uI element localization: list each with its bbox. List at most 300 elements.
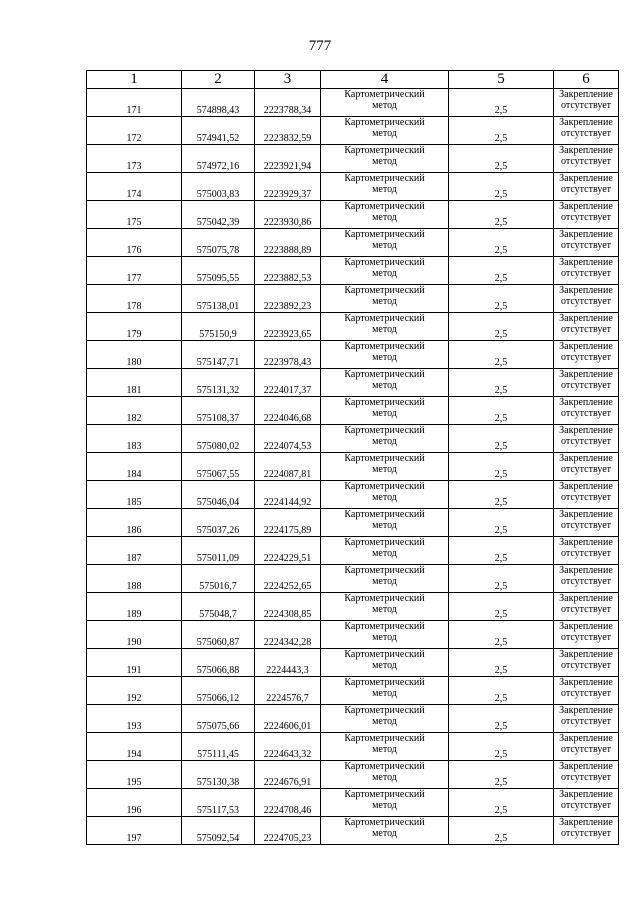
- fixing-cell-line: Закрепление: [559, 285, 613, 296]
- x-coordinate-cell: 574972,16: [182, 145, 255, 173]
- x-coordinate-cell: 575108,37: [182, 397, 255, 425]
- error-cell: 2,5: [449, 201, 554, 229]
- point-number-cell: 195: [87, 761, 182, 789]
- point-number-cell: 191: [87, 649, 182, 677]
- fixing-cell-line: отсутствует: [560, 828, 612, 839]
- x-coordinate-cell: 575067,55: [182, 453, 255, 481]
- fixing-cell: [554, 705, 619, 733]
- method-cell-line: Картометрический: [344, 537, 425, 548]
- error-cell: 2,5: [449, 761, 554, 789]
- method-cell: [321, 733, 449, 761]
- y-coordinate-cell: 2224144,92: [255, 481, 321, 509]
- fixing-cell: [554, 789, 619, 817]
- method-cell-line: метод: [372, 184, 397, 195]
- method-cell-line: метод: [372, 688, 397, 699]
- error-cell: 2,5: [449, 565, 554, 593]
- method-cell-line: Картометрический: [344, 733, 425, 744]
- fixing-cell: [554, 257, 619, 285]
- method-cell: [321, 257, 449, 285]
- fixing-cell-line: отсутствует: [560, 352, 612, 363]
- y-coordinate-cell: 2224443,3: [255, 649, 321, 677]
- fixing-cell-line: Закрепление: [559, 397, 613, 408]
- y-coordinate-cell: 2223882,53: [255, 257, 321, 285]
- method-cell-line: Картометрический: [344, 369, 425, 380]
- method-cell-line: Картометрический: [344, 341, 425, 352]
- table-row: [87, 369, 619, 397]
- method-cell: [321, 285, 449, 313]
- y-coordinate-cell: 2223832,59: [255, 117, 321, 145]
- fixing-cell-line: Закрепление: [559, 649, 613, 660]
- header-cell-5: 5: [449, 71, 554, 89]
- x-coordinate-cell: 575048,7: [182, 593, 255, 621]
- fixing-cell-line: отсутствует: [560, 240, 612, 251]
- fixing-cell: [554, 537, 619, 565]
- x-coordinate-cell: 575111,45: [182, 733, 255, 761]
- fixing-cell-line: Закрепление: [559, 705, 613, 716]
- fixing-cell-line: Закрепление: [559, 201, 613, 212]
- fixing-cell-line: отсутствует: [560, 128, 612, 139]
- method-cell-line: Картометрический: [344, 397, 425, 408]
- x-coordinate-cell: 575131,32: [182, 369, 255, 397]
- method-cell: [321, 117, 449, 145]
- y-coordinate-cell: 2224342,28: [255, 621, 321, 649]
- fixing-cell-line: Закрепление: [559, 621, 613, 632]
- fixing-cell: [554, 369, 619, 397]
- method-cell: [321, 425, 449, 453]
- table-row: [87, 649, 619, 677]
- point-number-cell: 178: [87, 285, 182, 313]
- method-cell: [321, 537, 449, 565]
- method-cell-line: метод: [372, 100, 397, 111]
- method-cell-line: метод: [372, 800, 397, 811]
- method-cell-line: Картометрический: [344, 677, 425, 688]
- method-cell: [321, 649, 449, 677]
- method-cell-line: Картометрический: [344, 257, 425, 268]
- method-cell: [321, 621, 449, 649]
- error-cell: 2,5: [449, 649, 554, 677]
- x-coordinate-cell: 574898,43: [182, 89, 255, 117]
- method-cell: [321, 761, 449, 789]
- fixing-cell-line: отсутствует: [560, 100, 612, 111]
- method-cell-line: метод: [372, 548, 397, 559]
- y-coordinate-cell: 2223930,86: [255, 201, 321, 229]
- table-row: [87, 341, 619, 369]
- fixing-cell-line: Закрепление: [559, 817, 613, 828]
- x-coordinate-cell: 575060,87: [182, 621, 255, 649]
- table-row: [87, 817, 619, 845]
- point-number-cell: 189: [87, 593, 182, 621]
- table-row: [87, 733, 619, 761]
- x-coordinate-cell: 575075,66: [182, 705, 255, 733]
- point-number-cell: 184: [87, 453, 182, 481]
- point-number-cell: 183: [87, 425, 182, 453]
- fixing-cell: [554, 509, 619, 537]
- error-cell: 2,5: [449, 341, 554, 369]
- x-coordinate-cell: 575117,53: [182, 789, 255, 817]
- fixing-cell-line: Закрепление: [559, 509, 613, 520]
- x-coordinate-cell: 575037,26: [182, 509, 255, 537]
- error-cell: 2,5: [449, 397, 554, 425]
- method-cell-line: метод: [372, 576, 397, 587]
- table-row: [87, 397, 619, 425]
- method-cell-line: Картометрический: [344, 649, 425, 660]
- method-cell-line: Картометрический: [344, 145, 425, 156]
- fixing-cell: [554, 761, 619, 789]
- point-number-cell: 188: [87, 565, 182, 593]
- table-header: [87, 71, 619, 89]
- fixing-cell: [554, 89, 619, 117]
- method-cell: [321, 789, 449, 817]
- point-number-cell: 176: [87, 229, 182, 257]
- y-coordinate-cell: 2224175,89: [255, 509, 321, 537]
- method-cell: [321, 705, 449, 733]
- method-cell: [321, 341, 449, 369]
- fixing-cell-line: Закрепление: [559, 761, 613, 772]
- method-cell: [321, 481, 449, 509]
- error-cell: 2,5: [449, 705, 554, 733]
- method-cell-line: Картометрический: [344, 621, 425, 632]
- method-cell-line: Картометрический: [344, 229, 425, 240]
- table-row: [87, 705, 619, 733]
- fixing-cell-line: отсутствует: [560, 716, 612, 727]
- header-row: [87, 71, 619, 89]
- fixing-cell-line: Закрепление: [559, 173, 613, 184]
- table-row: [87, 117, 619, 145]
- method-cell-line: метод: [372, 716, 397, 727]
- header-cell-1: 1: [87, 71, 182, 89]
- error-cell: 2,5: [449, 677, 554, 705]
- y-coordinate-cell: 2224676,91: [255, 761, 321, 789]
- method-cell: [321, 89, 449, 117]
- y-coordinate-cell: 2224606,01: [255, 705, 321, 733]
- fixing-cell-line: Закрепление: [559, 89, 613, 100]
- method-cell-line: Картометрический: [344, 89, 425, 100]
- table-row: [87, 481, 619, 509]
- method-cell-line: Картометрический: [344, 509, 425, 520]
- method-cell-line: метод: [372, 772, 397, 783]
- fixing-cell-line: Закрепление: [559, 341, 613, 352]
- y-coordinate-cell: 2223978,43: [255, 341, 321, 369]
- point-number-cell: 190: [87, 621, 182, 649]
- coordinates-table: [86, 70, 619, 845]
- fixing-cell: [554, 201, 619, 229]
- method-cell-line: метод: [372, 828, 397, 839]
- header-cell-4: 4: [321, 71, 449, 89]
- y-coordinate-cell: 2224308,85: [255, 593, 321, 621]
- method-cell: [321, 677, 449, 705]
- method-cell-line: метод: [372, 492, 397, 503]
- method-cell-line: метод: [372, 408, 397, 419]
- fixing-cell-line: Закрепление: [559, 117, 613, 128]
- method-cell-line: Картометрический: [344, 117, 425, 128]
- error-cell: 2,5: [449, 369, 554, 397]
- fixing-cell: [554, 621, 619, 649]
- error-cell: 2,5: [449, 593, 554, 621]
- point-number-cell: 185: [87, 481, 182, 509]
- method-cell-line: Картометрический: [344, 201, 425, 212]
- fixing-cell: [554, 593, 619, 621]
- method-cell-line: метод: [372, 212, 397, 223]
- method-cell-line: Картометрический: [344, 761, 425, 772]
- fixing-cell-line: отсутствует: [560, 548, 612, 559]
- fixing-cell-line: отсутствует: [560, 296, 612, 307]
- method-cell-line: Картометрический: [344, 313, 425, 324]
- header-cell-6: 6: [554, 71, 619, 89]
- error-cell: 2,5: [449, 285, 554, 313]
- x-coordinate-cell: 575042,39: [182, 201, 255, 229]
- error-cell: 2,5: [449, 425, 554, 453]
- method-cell-line: метод: [372, 660, 397, 671]
- y-coordinate-cell: 2224046,68: [255, 397, 321, 425]
- point-number-cell: 192: [87, 677, 182, 705]
- x-coordinate-cell: 575080,02: [182, 425, 255, 453]
- method-cell: [321, 509, 449, 537]
- table-row: [87, 537, 619, 565]
- fixing-cell-line: отсутствует: [560, 464, 612, 475]
- table-row: [87, 89, 619, 117]
- error-cell: 2,5: [449, 313, 554, 341]
- fixing-cell: [554, 313, 619, 341]
- x-coordinate-cell: 575092,54: [182, 817, 255, 845]
- x-coordinate-cell: 575066,88: [182, 649, 255, 677]
- method-cell: [321, 145, 449, 173]
- fixing-cell-line: Закрепление: [559, 453, 613, 464]
- x-coordinate-cell: 575138,01: [182, 285, 255, 313]
- y-coordinate-cell: 2224229,51: [255, 537, 321, 565]
- x-coordinate-cell: 575046,04: [182, 481, 255, 509]
- header-cell-2: 2: [182, 71, 255, 89]
- x-coordinate-cell: 575147,71: [182, 341, 255, 369]
- point-number-cell: 193: [87, 705, 182, 733]
- method-cell: [321, 593, 449, 621]
- y-coordinate-cell: 2224708,46: [255, 789, 321, 817]
- method-cell-line: метод: [372, 268, 397, 279]
- error-cell: 2,5: [449, 621, 554, 649]
- error-cell: 2,5: [449, 257, 554, 285]
- fixing-cell-line: отсутствует: [560, 268, 612, 279]
- fixing-cell: [554, 649, 619, 677]
- method-cell: [321, 453, 449, 481]
- method-cell-line: метод: [372, 464, 397, 475]
- x-coordinate-cell: 575130,38: [182, 761, 255, 789]
- point-number-cell: 181: [87, 369, 182, 397]
- method-cell-line: Картометрический: [344, 705, 425, 716]
- error-cell: 2,5: [449, 453, 554, 481]
- method-cell: [321, 397, 449, 425]
- table-row: [87, 789, 619, 817]
- point-number-cell: 174: [87, 173, 182, 201]
- x-coordinate-cell: 574941,52: [182, 117, 255, 145]
- method-cell-line: метод: [372, 296, 397, 307]
- method-cell-line: метод: [372, 520, 397, 531]
- point-number-cell: 182: [87, 397, 182, 425]
- method-cell-line: метод: [372, 240, 397, 251]
- x-coordinate-cell: 575095,55: [182, 257, 255, 285]
- error-cell: 2,5: [449, 733, 554, 761]
- fixing-cell: [554, 397, 619, 425]
- error-cell: 2,5: [449, 789, 554, 817]
- fixing-cell-line: Закрепление: [559, 733, 613, 744]
- method-cell: [321, 817, 449, 845]
- fixing-cell-line: отсутствует: [560, 184, 612, 195]
- fixing-cell-line: отсутствует: [560, 800, 612, 811]
- fixing-cell: [554, 341, 619, 369]
- fixing-cell-line: Закрепление: [559, 425, 613, 436]
- method-cell-line: метод: [372, 156, 397, 167]
- table-row: [87, 257, 619, 285]
- fixing-cell-line: отсутствует: [560, 520, 612, 531]
- error-cell: 2,5: [449, 537, 554, 565]
- y-coordinate-cell: 2224074,53: [255, 425, 321, 453]
- method-cell-line: метод: [372, 352, 397, 363]
- point-number-cell: 172: [87, 117, 182, 145]
- fixing-cell-line: отсутствует: [560, 212, 612, 223]
- table-row: [87, 425, 619, 453]
- point-number-cell: 173: [87, 145, 182, 173]
- point-number-cell: 197: [87, 817, 182, 845]
- y-coordinate-cell: 2223923,65: [255, 313, 321, 341]
- error-cell: 2,5: [449, 117, 554, 145]
- fixing-cell: [554, 565, 619, 593]
- x-coordinate-cell: 575016,7: [182, 565, 255, 593]
- fixing-cell-line: Закрепление: [559, 565, 613, 576]
- method-cell-line: Картометрический: [344, 453, 425, 464]
- method-cell-line: метод: [372, 128, 397, 139]
- y-coordinate-cell: 2224705,23: [255, 817, 321, 845]
- fixing-cell-line: отсутствует: [560, 688, 612, 699]
- error-cell: 2,5: [449, 145, 554, 173]
- fixing-cell-line: отсутствует: [560, 632, 612, 643]
- fixing-cell-line: отсутствует: [560, 380, 612, 391]
- fixing-cell: [554, 677, 619, 705]
- error-cell: 2,5: [449, 817, 554, 845]
- method-cell: [321, 313, 449, 341]
- table-row: [87, 173, 619, 201]
- fixing-cell-line: отсутствует: [560, 492, 612, 503]
- header-cell-3: 3: [255, 71, 321, 89]
- fixing-cell-line: Закрепление: [559, 369, 613, 380]
- fixing-cell-line: Закрепление: [559, 593, 613, 604]
- error-cell: 2,5: [449, 89, 554, 117]
- fixing-cell: [554, 285, 619, 313]
- error-cell: 2,5: [449, 509, 554, 537]
- method-cell-line: Картометрический: [344, 817, 425, 828]
- fixing-cell-line: отсутствует: [560, 408, 612, 419]
- fixing-cell-line: Закрепление: [559, 257, 613, 268]
- y-coordinate-cell: 2223929,37: [255, 173, 321, 201]
- table-row: [87, 453, 619, 481]
- method-cell-line: Картометрический: [344, 285, 425, 296]
- fixing-cell-line: Закрепление: [559, 229, 613, 240]
- table-row: [87, 509, 619, 537]
- method-cell: [321, 201, 449, 229]
- page-number: 777: [308, 38, 332, 54]
- point-number-cell: 196: [87, 789, 182, 817]
- method-cell-line: Картометрический: [344, 481, 425, 492]
- method-cell: [321, 229, 449, 257]
- fixing-cell-line: отсутствует: [560, 324, 612, 335]
- y-coordinate-cell: 2224643,32: [255, 733, 321, 761]
- method-cell-line: метод: [372, 436, 397, 447]
- fixing-cell: [554, 481, 619, 509]
- point-number-cell: 194: [87, 733, 182, 761]
- point-number-cell: 180: [87, 341, 182, 369]
- x-coordinate-cell: 575003,83: [182, 173, 255, 201]
- method-cell: [321, 369, 449, 397]
- table-row: [87, 229, 619, 257]
- y-coordinate-cell: 2223888,89: [255, 229, 321, 257]
- fixing-cell-line: отсутствует: [560, 744, 612, 755]
- table-row: [87, 201, 619, 229]
- x-coordinate-cell: 575075,78: [182, 229, 255, 257]
- fixing-cell-line: отсутствует: [560, 772, 612, 783]
- y-coordinate-cell: 2223892,23: [255, 285, 321, 313]
- table-row: [87, 285, 619, 313]
- fixing-cell: [554, 817, 619, 845]
- fixing-cell: [554, 425, 619, 453]
- method-cell-line: Картометрический: [344, 789, 425, 800]
- method-cell: [321, 565, 449, 593]
- table-row: [87, 677, 619, 705]
- method-cell: [321, 173, 449, 201]
- x-coordinate-cell: 575150,9: [182, 313, 255, 341]
- fixing-cell-line: Закрепление: [559, 677, 613, 688]
- table-row: [87, 313, 619, 341]
- fixing-cell-line: Закрепление: [559, 789, 613, 800]
- x-coordinate-cell: 575011,09: [182, 537, 255, 565]
- error-cell: 2,5: [449, 173, 554, 201]
- method-cell-line: Картометрический: [344, 173, 425, 184]
- fixing-cell: [554, 733, 619, 761]
- table-row: [87, 145, 619, 173]
- point-number-cell: 187: [87, 537, 182, 565]
- fixing-cell-line: отсутствует: [560, 436, 612, 447]
- point-number-cell: 175: [87, 201, 182, 229]
- method-cell-line: Картометрический: [344, 425, 425, 436]
- x-coordinate-cell: 575066,12: [182, 677, 255, 705]
- fixing-cell-line: отсутствует: [560, 156, 612, 167]
- error-cell: 2,5: [449, 229, 554, 257]
- table-body: [87, 89, 619, 845]
- table-row: [87, 593, 619, 621]
- y-coordinate-cell: 2224576,7: [255, 677, 321, 705]
- point-number-cell: 186: [87, 509, 182, 537]
- fixing-cell: [554, 453, 619, 481]
- table-row: [87, 761, 619, 789]
- point-number-cell: 177: [87, 257, 182, 285]
- method-cell-line: метод: [372, 632, 397, 643]
- fixing-cell: [554, 173, 619, 201]
- y-coordinate-cell: 2223788,34: [255, 89, 321, 117]
- method-cell-line: метод: [372, 380, 397, 391]
- fixing-cell-line: Закрепление: [559, 481, 613, 492]
- y-coordinate-cell: 2224252,65: [255, 565, 321, 593]
- fixing-cell-line: Закрепление: [559, 313, 613, 324]
- method-cell-line: метод: [372, 604, 397, 615]
- fixing-cell-line: Закрепление: [559, 537, 613, 548]
- error-cell: 2,5: [449, 481, 554, 509]
- fixing-cell: [554, 145, 619, 173]
- fixing-cell-line: Закрепление: [559, 145, 613, 156]
- method-cell-line: Картометрический: [344, 593, 425, 604]
- table-row: [87, 565, 619, 593]
- y-coordinate-cell: 2223921,94: [255, 145, 321, 173]
- fixing-cell: [554, 117, 619, 145]
- point-number-cell: 179: [87, 313, 182, 341]
- table-row: [87, 621, 619, 649]
- fixing-cell: [554, 229, 619, 257]
- method-cell-line: метод: [372, 324, 397, 335]
